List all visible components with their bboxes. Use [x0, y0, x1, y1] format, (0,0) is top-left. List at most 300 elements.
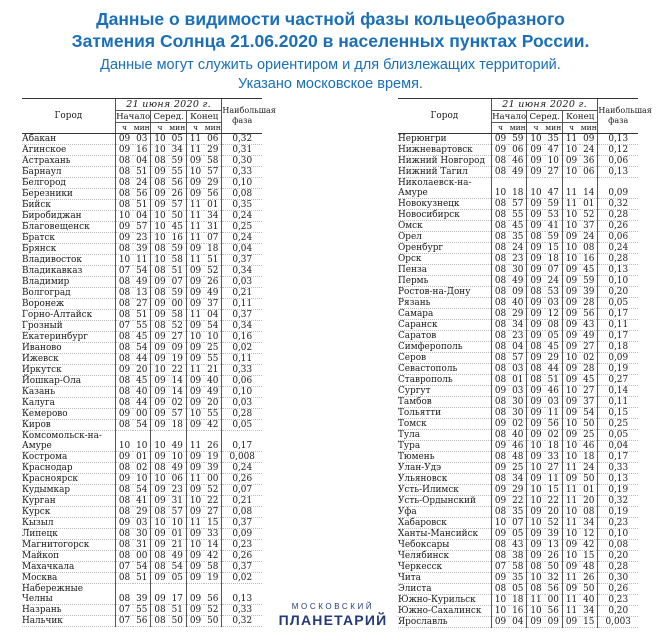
table-row [22, 332, 262, 343]
time-cell: 04 [509, 342, 527, 353]
time-cell: 09 [562, 397, 580, 408]
table-row [22, 507, 262, 518]
city-cell: Грозный [22, 321, 115, 332]
time-cell: 08 [527, 375, 545, 386]
time-cell: 08 [115, 529, 133, 540]
time-cell: 08 [151, 551, 169, 562]
city-cell: Элиста [398, 584, 491, 595]
time-cell: 46 [545, 386, 563, 397]
phase-cell: 0,05 [222, 420, 262, 431]
table-row [398, 584, 638, 595]
time-cell: 26 [580, 573, 598, 584]
time-cell: 11 [562, 595, 580, 606]
time-cell: 57 [169, 507, 187, 518]
time-cell: 09 [186, 605, 204, 616]
phase-cell: 0,03 [222, 277, 262, 288]
table-row [22, 387, 262, 398]
time-cell: 56 [204, 584, 222, 605]
phase-cell: 0,37 [222, 518, 262, 529]
time-cell: 08 [527, 342, 545, 353]
time-cell: 06 [204, 134, 222, 145]
table-row [22, 277, 262, 288]
time-cell: 11 [186, 134, 204, 145]
city-cell: Челябинск [398, 551, 491, 562]
phase-cell: 0,23 [222, 540, 262, 551]
time-cell: 23 [509, 254, 527, 265]
time-cell: 08 [115, 584, 133, 605]
time-cell: 08 [115, 507, 133, 518]
time-cell: 09 [169, 343, 187, 354]
time-cell: 10 [151, 211, 169, 222]
table-row [22, 134, 262, 145]
time-cell: 46 [580, 441, 598, 452]
time-cell: 08 [115, 551, 133, 562]
time-cell: 05 [169, 573, 187, 584]
time-cell: 04 [509, 617, 527, 628]
time-cell: 08 [491, 309, 509, 320]
phase-cell: 0,23 [598, 595, 638, 606]
time-cell: 50 [580, 474, 598, 485]
time-cell: 08 [151, 507, 169, 518]
table-row [398, 167, 638, 178]
time-cell: 05 [169, 134, 187, 145]
time-cell: 08 [115, 299, 133, 310]
time-cell: 14 [169, 376, 187, 387]
phase-cell: 0,06 [598, 156, 638, 167]
table-row [22, 431, 262, 452]
time-cell: 41 [133, 496, 151, 507]
city-cell: Ставрополь [398, 375, 491, 386]
time-cell: 09 [491, 386, 509, 397]
time-cell: 43 [509, 540, 527, 551]
table-row [22, 551, 262, 562]
time-cell: 41 [545, 221, 563, 232]
time-cell: 49 [509, 167, 527, 178]
phase-cell: 0,09 [598, 353, 638, 364]
time-cell: 35 [509, 573, 527, 584]
time-cell: 09 [186, 616, 204, 627]
time-cell: 09 [186, 398, 204, 409]
phase-cell: 0,04 [222, 244, 262, 255]
time-cell: 09 [491, 134, 509, 145]
time-cell: 10 [186, 540, 204, 551]
phase-cell: 0,06 [222, 376, 262, 387]
time-cell: 09 [151, 376, 169, 387]
table-row [398, 562, 638, 573]
time-cell: 09 [186, 584, 204, 605]
time-cell: 00 [133, 409, 151, 420]
time-cell: 57 [169, 200, 187, 211]
time-cell: 10 [562, 551, 580, 562]
time-cell: 09 [151, 584, 169, 605]
time-cell: 09 [491, 496, 509, 507]
time-cell: 10 [115, 255, 133, 266]
time-cell: 19 [204, 452, 222, 463]
phase-cell: 0,10 [598, 276, 638, 287]
time-cell: 10 [151, 431, 169, 452]
time-cell: 10 [186, 167, 204, 178]
time-cell: 10 [186, 332, 204, 343]
phase-cell: 0,05 [598, 430, 638, 441]
time-cell: 08 [151, 463, 169, 474]
city-cell: Усть-Ордынский [398, 496, 491, 507]
table-row [398, 606, 638, 617]
time-cell: 23 [169, 485, 187, 496]
time-cell: 02 [133, 463, 151, 474]
time-cell: 27 [545, 463, 563, 474]
table-row [398, 441, 638, 452]
phase-cell: 0,10 [222, 387, 262, 398]
table-row [22, 463, 262, 474]
city-cell: Назрань [22, 605, 115, 616]
time-cell: 56 [545, 419, 563, 430]
time-cell: 11 [186, 518, 204, 529]
time-cell: 09 [186, 299, 204, 310]
time-cell: 08 [151, 321, 169, 332]
table-row [398, 145, 638, 156]
city-cell: Южно-Курильск [398, 595, 491, 606]
time-cell: 51 [169, 605, 187, 616]
time-cell: 04 [133, 156, 151, 167]
city-cell: Саранск [398, 320, 491, 331]
hour-header: ч [186, 123, 204, 134]
time-cell: 21 [169, 540, 187, 551]
table-row [22, 310, 262, 321]
time-cell: 09 [562, 232, 580, 243]
time-cell: 29 [204, 178, 222, 189]
time-cell: 47 [545, 145, 563, 156]
time-cell: 43 [580, 320, 598, 331]
time-cell: 08 [115, 332, 133, 343]
time-cell: 49 [204, 387, 222, 398]
phase-cell: 0,34 [222, 321, 262, 332]
phase-cell: 0,06 [598, 232, 638, 243]
city-cell: Усть-Илимск [398, 485, 491, 496]
time-cell: 33 [545, 452, 563, 463]
city-cell: Краснодар [22, 463, 115, 474]
time-cell: 10 [527, 441, 545, 452]
planetarium-logo [272, 602, 394, 628]
time-cell: 09 [562, 276, 580, 287]
time-cell: 10 [169, 518, 187, 529]
city-cell: Ханты-Мансийск [398, 529, 491, 540]
table-row [398, 320, 638, 331]
time-cell: 55 [133, 321, 151, 332]
time-cell: 57 [204, 167, 222, 178]
logo-line-1: МОСКОВСКИЙ [291, 602, 375, 611]
time-cell: 09 [562, 364, 580, 375]
time-cell: 39 [580, 287, 598, 298]
city-cell: Комсомольск-на-Амуре [22, 431, 115, 452]
time-cell: 09 [527, 331, 545, 342]
time-cell: 08 [491, 254, 509, 265]
phase-cell: 0,11 [222, 299, 262, 310]
table-row [398, 430, 638, 441]
time-cell: 10 [133, 431, 151, 452]
end-header: Конец [562, 111, 598, 123]
city-cell: Березники [22, 189, 115, 200]
time-cell: 37 [580, 397, 598, 408]
table-row [22, 255, 262, 266]
time-cell: 34 [509, 474, 527, 485]
city-cell: Киров [22, 420, 115, 431]
time-cell: 16 [580, 254, 598, 265]
title-line-2: Затмения Солнца 21.06.2020 в населенных пунктах России. [71, 31, 590, 51]
table-row [22, 485, 262, 496]
time-cell: 37 [204, 299, 222, 310]
time-cell: 09 [545, 617, 563, 628]
table-row [398, 386, 638, 397]
time-cell: 58 [169, 310, 187, 321]
time-cell: 09 [115, 145, 133, 156]
time-cell: 09 [562, 156, 580, 167]
time-cell: 51 [133, 573, 151, 584]
time-cell: 20 [545, 507, 563, 518]
time-cell: 09 [151, 189, 169, 200]
table-row [22, 343, 262, 354]
phase-cell: 0,008 [222, 452, 262, 463]
time-cell: 10 [562, 353, 580, 364]
phase-cell: 0,19 [598, 364, 638, 375]
city-cell: Новокузнецк [398, 199, 491, 210]
time-cell: 10 [151, 474, 169, 485]
time-cell: 08 [115, 178, 133, 189]
time-cell: 59 [169, 288, 187, 299]
phase-cell: 0,10 [598, 529, 638, 540]
table-row [22, 573, 262, 584]
time-cell: 09 [115, 452, 133, 463]
time-cell: 31 [204, 222, 222, 233]
table-row [22, 233, 262, 244]
table-row [22, 167, 262, 178]
time-cell: 51 [204, 255, 222, 266]
time-cell: 02 [545, 430, 563, 441]
city-cell: Симферополь [398, 342, 491, 353]
phase-cell: 0,11 [598, 397, 638, 408]
table-row [398, 375, 638, 386]
time-cell: 49 [133, 277, 151, 288]
time-cell: 09 [186, 156, 204, 167]
time-cell: 08 [545, 320, 563, 331]
time-cell: 58 [204, 562, 222, 573]
time-cell: 08 [115, 354, 133, 365]
city-cell: Йошкар-Ола [22, 376, 115, 387]
time-cell: 08 [491, 221, 509, 232]
time-cell: 25 [204, 343, 222, 354]
time-cell: 18 [545, 254, 563, 265]
time-cell: 26 [204, 431, 222, 452]
time-cell: 24 [509, 243, 527, 254]
phase-cell: 0,37 [222, 562, 262, 573]
time-cell: 08 [115, 463, 133, 474]
min-header: мин [169, 123, 186, 132]
time-cell: 09 [527, 551, 545, 562]
table-row [398, 243, 638, 254]
time-cell: 09 [527, 419, 545, 430]
phase-cell: 0,20 [598, 287, 638, 298]
time-cell: 12 [580, 529, 598, 540]
time-cell: 07 [115, 562, 133, 573]
time-cell: 09 [527, 408, 545, 419]
time-cell: 08 [115, 167, 133, 178]
phase-cell: 0,26 [598, 221, 638, 232]
time-cell: 45 [580, 265, 598, 276]
time-cell: 35 [509, 507, 527, 518]
time-cell: 50 [169, 211, 187, 222]
time-cell: 09 [151, 343, 169, 354]
logo-line-2: ПЛАНЕТАРИЙ [278, 612, 388, 628]
time-cell: 56 [545, 584, 563, 595]
table-row [22, 200, 262, 211]
time-cell: 08 [580, 507, 598, 518]
phase-cell: 0,17 [598, 452, 638, 463]
city-cell: Иваново [22, 343, 115, 354]
time-cell: 02 [509, 419, 527, 430]
time-cell: 08 [491, 507, 509, 518]
subtitle-line-2: Указано московское время. [238, 76, 423, 92]
time-cell: 35 [509, 232, 527, 243]
phase-cell: 0,32 [598, 496, 638, 507]
time-cell: 27 [580, 386, 598, 397]
phase-cell: 0,08 [222, 507, 262, 518]
time-cell: 11 [186, 211, 204, 222]
time-cell: 09 [527, 452, 545, 463]
time-cell: 30 [509, 265, 527, 276]
time-cell: 08 [491, 342, 509, 353]
time-cell: 23 [509, 331, 527, 342]
table-row [398, 364, 638, 375]
time-cell: 11 [186, 431, 204, 452]
min-header: мин [204, 123, 221, 132]
time-cell: 05 [509, 584, 527, 595]
city-cell: Волгоград [22, 288, 115, 299]
time-cell: 54 [580, 408, 598, 419]
time-cell: 10 [545, 156, 563, 167]
phase-cell: 0,05 [598, 298, 638, 309]
time-cell: 01 [133, 452, 151, 463]
time-cell: 09 [562, 408, 580, 419]
table-row [398, 265, 638, 276]
table-row [398, 518, 638, 529]
time-cell: 57 [509, 353, 527, 364]
time-cell: 01 [204, 200, 222, 211]
city-cell: Кызыл [22, 518, 115, 529]
city-cell: Махачкала [22, 562, 115, 573]
time-cell: 38 [509, 551, 527, 562]
phase-cell: 0,15 [598, 408, 638, 419]
time-cell: 08 [491, 265, 509, 276]
time-cell: 09 [562, 265, 580, 276]
time-cell: 42 [204, 551, 222, 562]
time-cell: 49 [169, 551, 187, 562]
time-cell: 55 [509, 210, 527, 221]
time-cell: 50 [545, 562, 563, 573]
time-cell: 36 [580, 156, 598, 167]
phase-cell: 0,08 [598, 540, 638, 551]
time-cell: 55 [204, 409, 222, 420]
time-cell: 10 [169, 452, 187, 463]
time-cell: 09 [115, 134, 133, 145]
time-cell: 51 [133, 167, 151, 178]
time-cell: 11 [562, 463, 580, 474]
time-cell: 04 [204, 310, 222, 321]
time-cell: 08 [491, 156, 509, 167]
time-cell: 10 [527, 178, 545, 199]
table-row [22, 156, 262, 167]
time-cell: 34 [580, 606, 598, 617]
time-cell: 08 [527, 364, 545, 375]
time-cell: 11 [186, 222, 204, 233]
table-row [22, 222, 262, 233]
city-cell: Серов [398, 353, 491, 364]
time-cell: 42 [580, 540, 598, 551]
time-cell: 10 [562, 386, 580, 397]
time-cell: 44 [133, 398, 151, 409]
time-cell: 11 [133, 255, 151, 266]
time-cell: 58 [169, 255, 187, 266]
time-cell: 09 [186, 189, 204, 200]
time-cell: 15 [545, 485, 563, 496]
time-cell: 24 [133, 178, 151, 189]
time-cell: 08 [115, 189, 133, 200]
table-row [22, 409, 262, 420]
city-cell: Улан-Удэ [398, 463, 491, 474]
time-cell: 08 [491, 397, 509, 408]
time-cell: 11 [527, 595, 545, 606]
time-cell: 01 [580, 199, 598, 210]
city-cell: Москва [22, 573, 115, 584]
time-cell: 09 [491, 573, 509, 584]
time-cell: 09 [527, 145, 545, 156]
time-cell: 55 [169, 167, 187, 178]
time-cell: 11 [562, 199, 580, 210]
phase-cell: 0,04 [598, 441, 638, 452]
time-cell: 28 [580, 364, 598, 375]
time-cell: 27 [133, 299, 151, 310]
table-row [398, 485, 638, 496]
phase-cell: 0,02 [222, 573, 262, 584]
hour-header: ч [491, 123, 509, 134]
time-cell: 08 [151, 288, 169, 299]
time-cell: 07 [115, 321, 133, 332]
city-cell: Тюмень [398, 452, 491, 463]
time-cell: 15 [204, 518, 222, 529]
time-cell: 08 [491, 287, 509, 298]
time-cell: 10 [527, 496, 545, 507]
time-cell: 25 [580, 430, 598, 441]
time-cell: 09 [151, 354, 169, 365]
time-cell: 51 [169, 266, 187, 277]
time-cell: 12 [545, 309, 563, 320]
time-cell: 59 [169, 244, 187, 255]
time-cell: 27 [545, 167, 563, 178]
time-cell: 11 [186, 145, 204, 156]
table-row [398, 331, 638, 342]
time-cell: 08 [527, 562, 545, 573]
time-cell: 09 [186, 343, 204, 354]
time-cell: 55 [204, 354, 222, 365]
time-cell: 08 [115, 540, 133, 551]
phase-cell: 0,10 [222, 178, 262, 189]
time-cell: 20 [133, 365, 151, 376]
city-cell: Красноярск [22, 474, 115, 485]
time-cell: 09 [562, 584, 580, 595]
phase-cell: 0,28 [598, 210, 638, 221]
city-cell: Владивосток [22, 255, 115, 266]
table-row [22, 452, 262, 463]
time-cell: 50 [169, 616, 187, 627]
time-cell: 53 [545, 287, 563, 298]
